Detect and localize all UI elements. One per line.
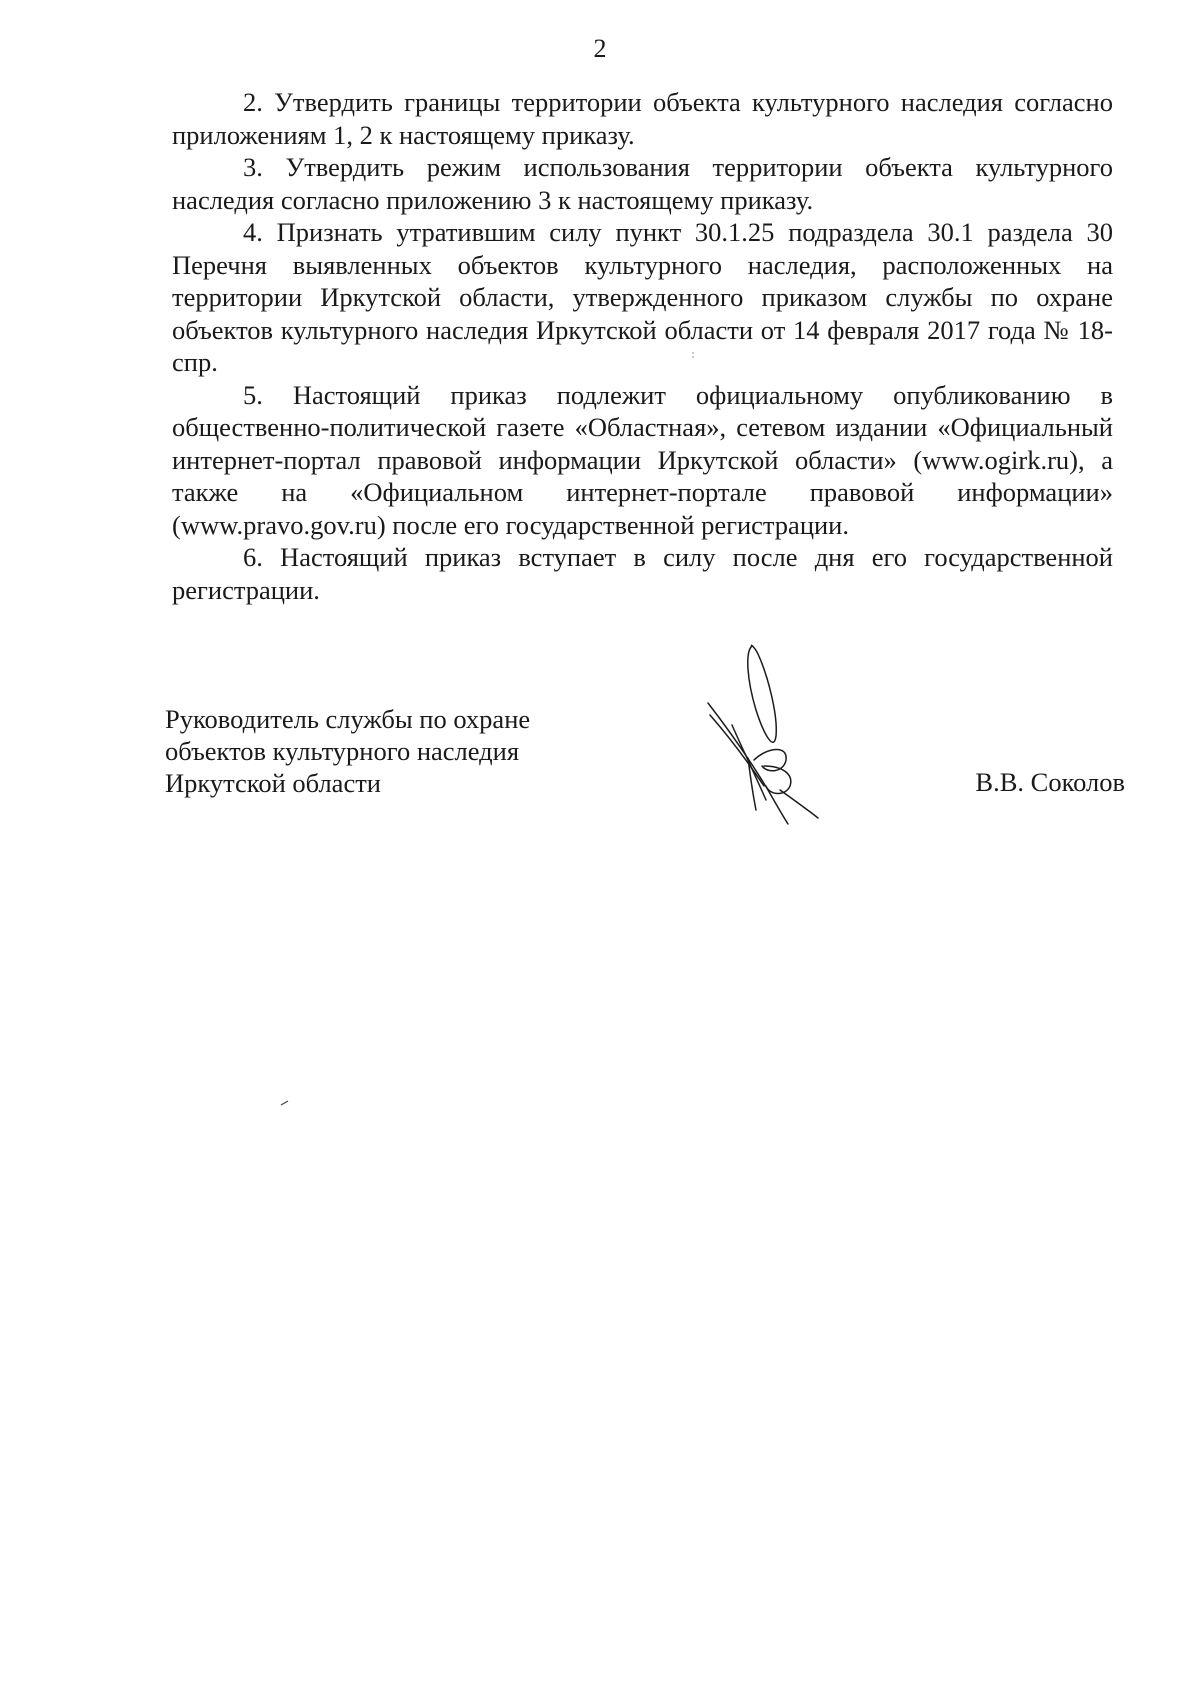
signatory-name: В.В. Соколов [975,767,1125,797]
handwritten-signature [690,640,840,825]
scan-speck [280,1100,290,1106]
signatory-position-line: объектов культурного наследия [165,736,520,766]
paragraph-item-4: 4. Признать утратившим силу пункт 30.1.25 подраздела 30.1 раздела 30 Перечня выявленных объектов культурного наследия, расположенных на территории Иркутской области, утвержденного приказом службы по охране объектов культурного наследия Иркутской области от 14 февраля 2017 года № 18-спр. [172,217,1113,377]
paragraph-item-3: 3. Утвердить режим использования территории объекта культурного наследия согласно приложению 3 к настоящему приказу. [172,152,1113,215]
signatory-position [165,703,585,799]
signatory-position-line: Руководитель службы по охране [165,704,531,734]
paragraph-item-6: 6. Настоящий приказ вступает в силу после дня его государственной регистрации. [172,542,1113,605]
document-body [172,86,1113,606]
signatory-position-line: Иркутской области [165,768,381,798]
paragraph-item-5: 5. Настоящий приказ подлежит официальному опубликованию в общественно-политической газете «Областная», сетевом издании «Официальный интернет-портал правовой информации Иркутской области» (www.ogirk.ru), а также на «Официальном интернет-портале правовой информации» (www.pravo.gov.ru) после его государственной регистрации. [172,379,1113,540]
page-number: 2 [593,34,607,63]
paragraph-item-2: 2. Утвердить границы территории объекта культурного наследия согласно приложениям 1, 2 к настоящему приказу. [172,87,1113,150]
scan-speck [690,350,696,360]
